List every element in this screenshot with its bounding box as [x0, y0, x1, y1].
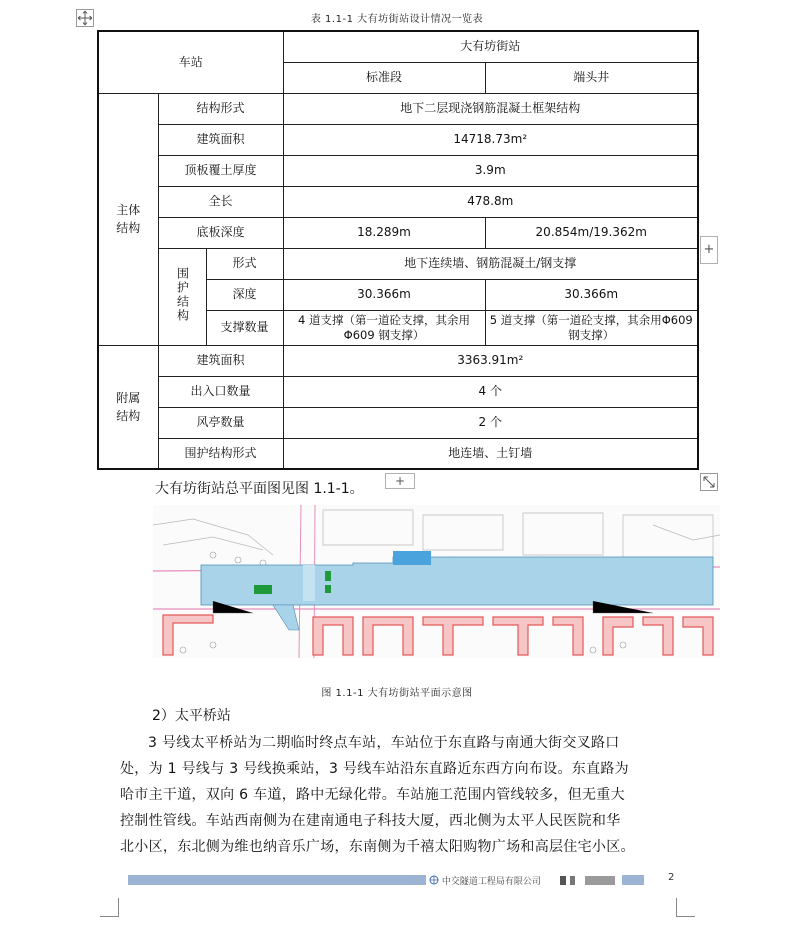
- row-label: 形式: [206, 248, 283, 279]
- row-value-standard: 30.366m: [283, 279, 485, 310]
- footer-bar-left: [128, 875, 426, 885]
- row-label: 出入口数量: [158, 376, 283, 407]
- row-label: 全长: [158, 186, 283, 217]
- footer-mark: [570, 876, 575, 885]
- footer-company: [429, 874, 541, 887]
- row-value: 地连墙、土钉墙: [283, 438, 698, 469]
- row-label: 建筑面积: [158, 345, 283, 376]
- row-value: 478.8m: [283, 186, 698, 217]
- ancillary-structure-group: 附属结构: [98, 345, 158, 469]
- corner-mark: [676, 898, 695, 917]
- resize-icon: [701, 474, 717, 490]
- row-value: 地下连续墙、钢筋混凝土/钢支撑: [283, 248, 698, 279]
- paragraph-line: 控制性管线。车站西南侧为在建南通电子科技大厦，西北侧为太平人民医院和华: [120, 813, 621, 829]
- row-value-standard: 4 道支撑（第一道砼支撑，其余用Φ609 钢支撑）: [283, 310, 485, 345]
- row-label: 结构形式: [158, 93, 283, 124]
- table-resize-handle[interactable]: [700, 473, 718, 491]
- footer-mark: [560, 876, 566, 885]
- add-column-button[interactable]: [700, 236, 718, 264]
- figure-reference: 大有坊街站总平面图见图 1.1-1。: [155, 481, 364, 497]
- body-paragraph: [120, 730, 685, 860]
- section-heading: 2）太平桥站: [152, 708, 231, 724]
- add-row-button[interactable]: [385, 473, 415, 489]
- station-design-table: [97, 30, 699, 470]
- footer-bar-right: [622, 875, 644, 885]
- row-value: 地下二层现浇钢筋混凝土框架结构: [283, 93, 698, 124]
- row-label: 深度: [206, 279, 283, 310]
- row-value: 3363.91m²: [283, 345, 698, 376]
- page-number: 2: [668, 872, 675, 883]
- row-label: 顶板覆土厚度: [158, 155, 283, 186]
- station-name-cell: 大有坊街站: [283, 31, 698, 62]
- paragraph-line: 哈市主干道，双向 6 车道，路中无绿化带。车站施工范围内管线较多，但无重大: [120, 787, 625, 803]
- site-plan-drawing: [153, 505, 720, 658]
- footer-company-name: 中交隧道工程局有限公司: [441, 877, 541, 887]
- main-structure-group: 主体结构: [98, 93, 158, 345]
- station-header-cell: 车站: [98, 31, 283, 93]
- row-value: 14718.73m²: [283, 124, 698, 155]
- figure-caption: 图 1.1-1 大有坊街站平面示意图: [321, 688, 473, 699]
- row-value: 3.9m: [283, 155, 698, 186]
- footer-mark: [585, 876, 615, 885]
- row-value-end: 30.366m: [485, 279, 698, 310]
- row-label: 围护结构形式: [158, 438, 283, 469]
- company-logo-icon: [429, 875, 439, 885]
- paragraph-line: 北小区，东北侧为维也纳音乐广场，东南侧为千禧太阳购物广场和高层住宅小区。: [120, 839, 635, 855]
- plus-icon: +: [703, 242, 715, 257]
- row-value-end: 20.854m/19.362m: [485, 217, 698, 248]
- paragraph-line: 3 号线太平桥站为二期临时终点车站，车站位于东直路与南通大街交叉路口: [148, 735, 620, 751]
- row-label: 建筑面积: [158, 124, 283, 155]
- table-caption: 表 1.1-1 大有坊街站设计情况一览表: [310, 14, 484, 25]
- end-shaft-header: 端头井: [485, 62, 698, 93]
- row-label: 风亭数量: [158, 407, 283, 438]
- row-value-end: 5 道支撑（第一道砼支撑，其余用Φ609 钢支撑）: [485, 310, 698, 345]
- support-structure-group: 围护结构: [158, 248, 206, 345]
- row-label: 底板深度: [158, 217, 283, 248]
- row-value: 2 个: [283, 407, 698, 438]
- row-value-standard: 18.289m: [283, 217, 485, 248]
- site-plan-figure: [153, 505, 720, 658]
- corner-mark: [100, 898, 119, 917]
- plus-icon: +: [394, 474, 406, 488]
- row-value: 4 个: [283, 376, 698, 407]
- row-label: 支撑数量: [206, 310, 283, 345]
- paragraph-line: 处，为 1 号线与 3 号线换乘站，3 号线车站沿东直路近东西方向布设。东直路为: [120, 761, 629, 777]
- standard-section-header: 标准段: [283, 62, 485, 93]
